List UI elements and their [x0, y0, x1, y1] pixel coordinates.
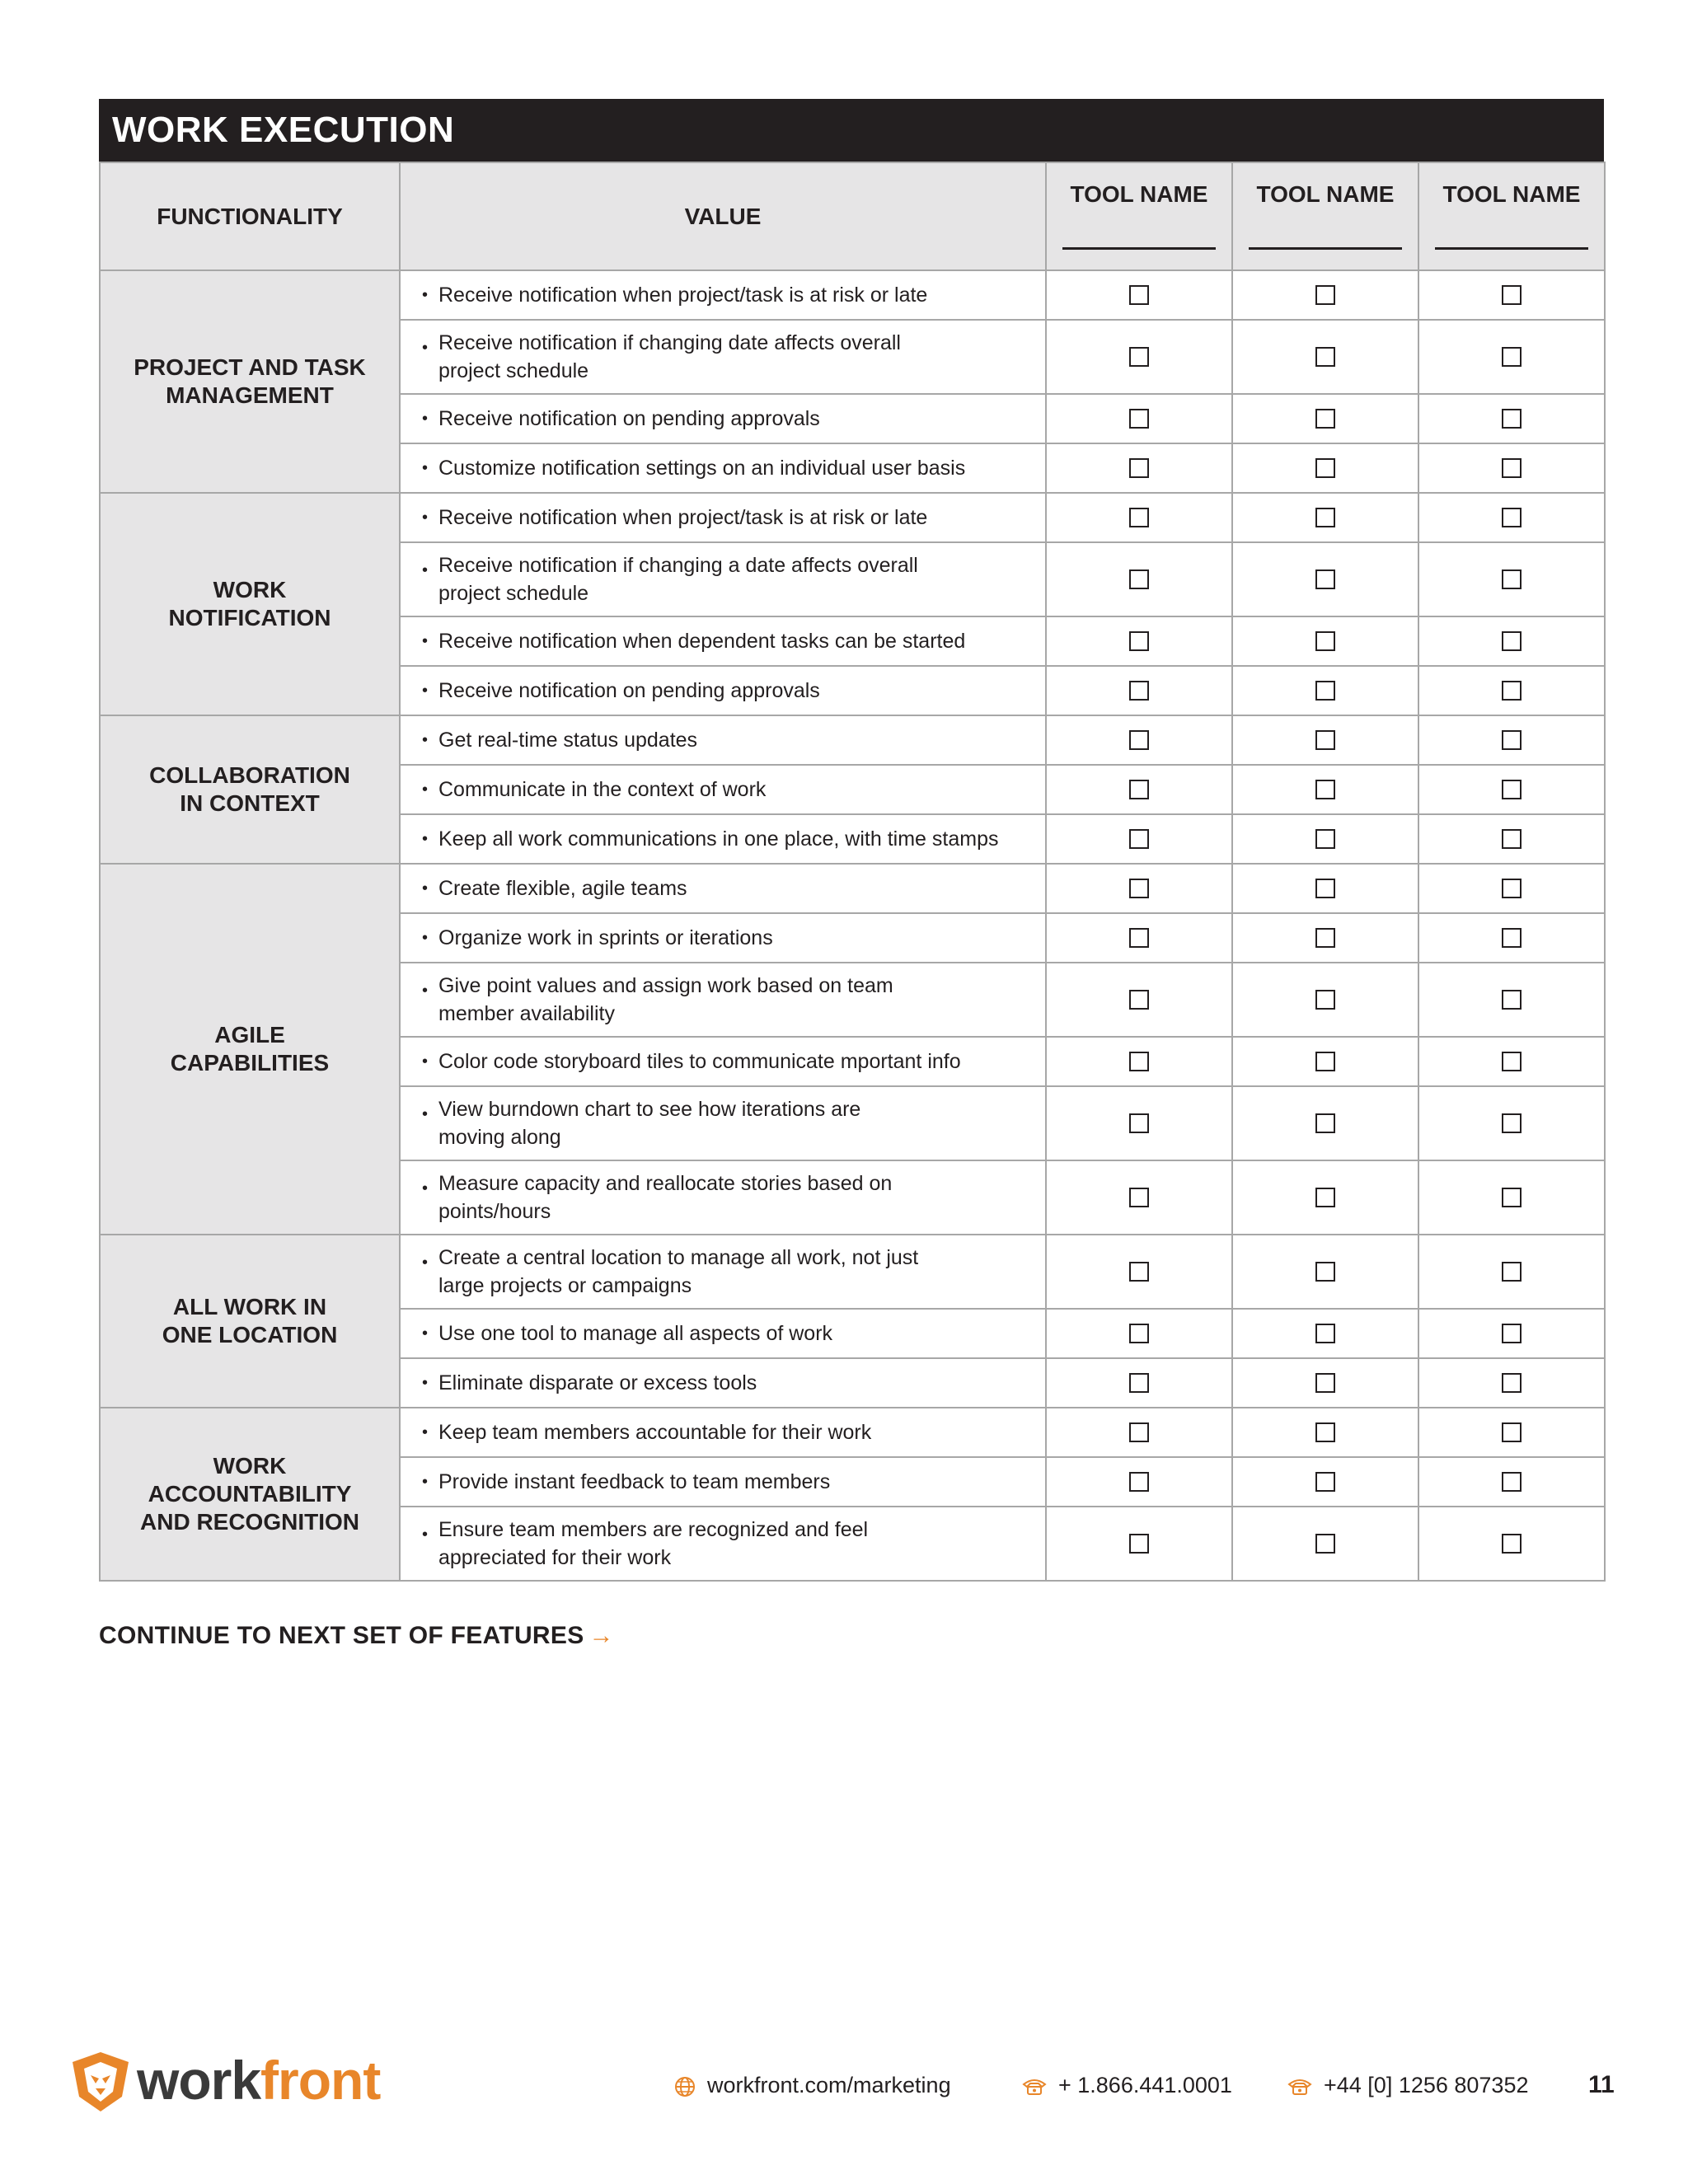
- tool-1-cell: [1046, 765, 1232, 814]
- value-cell: [400, 1086, 1046, 1160]
- value-cell: [400, 1309, 1046, 1358]
- checkbox[interactable]: [1315, 1052, 1335, 1071]
- continue-link-label: CONTINUE TO NEXT SET OF FEATURES: [99, 1622, 584, 1649]
- checkbox[interactable]: [1129, 1534, 1149, 1554]
- checkbox[interactable]: [1502, 1188, 1522, 1207]
- checkbox[interactable]: [1502, 1373, 1522, 1393]
- checkbox[interactable]: [1129, 1324, 1149, 1343]
- checkbox[interactable]: [1502, 681, 1522, 701]
- checkbox[interactable]: [1502, 780, 1522, 799]
- tool-1-cell: [1046, 1037, 1232, 1086]
- value-text: large projects or campaigns: [438, 1274, 692, 1297]
- checkbox[interactable]: [1502, 1262, 1522, 1282]
- tool-2-cell: [1232, 443, 1418, 493]
- checkbox[interactable]: [1502, 879, 1522, 898]
- value-text: • Keep all work communications in one place, with time stamps: [438, 827, 999, 851]
- checkbox[interactable]: [1502, 1113, 1522, 1133]
- checkbox[interactable]: [1502, 347, 1522, 367]
- checkbox[interactable]: [1502, 569, 1522, 589]
- tool-1-cell: [1046, 715, 1232, 765]
- checkbox[interactable]: [1315, 1373, 1335, 1393]
- functionality-label: AND RECOGNITION: [140, 1509, 359, 1535]
- checkbox[interactable]: [1502, 928, 1522, 948]
- checkbox[interactable]: [1129, 1052, 1149, 1071]
- functionality-label: ALL WORK IN: [172, 1294, 327, 1319]
- checkbox[interactable]: [1315, 1324, 1335, 1343]
- tool-name-label: TOOL NAME: [1442, 181, 1581, 207]
- tool-3-cell: [1418, 814, 1605, 864]
- checkbox[interactable]: [1502, 730, 1522, 750]
- checkbox[interactable]: [1315, 285, 1335, 305]
- tool-3-cell: [1418, 1086, 1605, 1160]
- tool-1-cell: [1046, 1408, 1232, 1457]
- tool-name-blank-line[interactable]: [1435, 247, 1588, 250]
- checkbox[interactable]: [1129, 347, 1149, 367]
- value-cell: [400, 666, 1046, 715]
- tool-3-cell: [1418, 493, 1605, 542]
- value-text: • Create a central location to manage all work, not just: [438, 1246, 919, 1269]
- value-text: • Receive notification when project/task is at risk or late: [438, 284, 928, 307]
- checkbox[interactable]: [1315, 569, 1335, 589]
- value-text: • Receive notification on pending approvals: [438, 407, 820, 430]
- value-text: • Color code storyboard tiles to communicate mportant info: [438, 1050, 961, 1073]
- checkbox[interactable]: [1129, 780, 1149, 799]
- tool-1-cell: [1046, 913, 1232, 963]
- col-header-tool-3: [1418, 162, 1605, 270]
- checkbox[interactable]: [1315, 879, 1335, 898]
- value-text: project schedule: [438, 359, 589, 382]
- tool-2-cell: [1232, 270, 1418, 320]
- checkbox[interactable]: [1502, 409, 1522, 429]
- value-text: • Organize work in sprints or iterations: [438, 926, 773, 949]
- checkbox[interactable]: [1502, 1422, 1522, 1442]
- functionality-label: NOTIFICATION: [168, 605, 331, 630]
- tool-2-cell: [1232, 1507, 1418, 1581]
- value-cell: [400, 765, 1046, 814]
- tool-3-cell: [1418, 1235, 1605, 1309]
- checkbox[interactable]: [1315, 1113, 1335, 1133]
- value-text: • Receive notification if changing a date affects overall: [438, 554, 918, 577]
- value-text: project schedule: [438, 582, 589, 605]
- checkbox[interactable]: [1129, 928, 1149, 948]
- value-text: • Measure capacity and reallocate stories based on: [438, 1172, 893, 1195]
- functionality-cell: [100, 1408, 400, 1581]
- tool-3-cell: [1418, 616, 1605, 666]
- checkbox[interactable]: [1129, 1472, 1149, 1492]
- tool-3-cell: [1418, 1507, 1605, 1581]
- tool-1-cell: [1046, 443, 1232, 493]
- tool-3-cell: [1418, 913, 1605, 963]
- checkbox[interactable]: [1129, 1422, 1149, 1442]
- tool-2-cell: [1232, 666, 1418, 715]
- tool-3-cell: [1418, 443, 1605, 493]
- tool-2-cell: [1232, 616, 1418, 666]
- tool-1-cell: [1046, 1160, 1232, 1235]
- functionality-label: ONE LOCATION: [162, 1322, 338, 1347]
- tool-3-cell: [1418, 864, 1605, 913]
- footer-website[interactable]: [674, 2070, 951, 2100]
- checkbox[interactable]: [1502, 631, 1522, 651]
- tool-2-cell: [1232, 814, 1418, 864]
- table-row: [100, 1235, 1605, 1309]
- tool-2-cell: [1232, 542, 1418, 616]
- globe-icon: [674, 2076, 696, 2097]
- table-row: [100, 715, 1605, 765]
- table-header-row: [100, 162, 1605, 270]
- value-cell: [400, 1408, 1046, 1457]
- value-cell: [400, 1457, 1046, 1507]
- value-text: • Communicate in the context of work: [438, 778, 767, 801]
- value-cell: [400, 1160, 1046, 1235]
- value-text: • View burndown chart to see how iterations are: [438, 1098, 861, 1121]
- value-cell: [400, 493, 1046, 542]
- website-text: workfront.com/marketing: [707, 2073, 951, 2097]
- tool-1-cell: [1046, 1235, 1232, 1309]
- functionality-label: PROJECT AND TASK: [134, 354, 366, 380]
- checkbox[interactable]: [1129, 1113, 1149, 1133]
- tool-1-cell: [1046, 1507, 1232, 1581]
- page-number: 11: [1588, 2071, 1615, 2098]
- tool-3-cell: [1418, 270, 1605, 320]
- arrow-right-icon: →: [588, 1622, 614, 1649]
- functionality-label: ACCOUNTABILITY: [148, 1481, 352, 1507]
- tool-3-cell: [1418, 666, 1605, 715]
- continue-link[interactable]: [99, 1622, 614, 1650]
- checkbox[interactable]: [1502, 829, 1522, 849]
- tool-name-label: TOOL NAME: [1256, 181, 1395, 207]
- functionality-label: AGILE: [214, 1022, 285, 1047]
- tool-1-cell: [1046, 320, 1232, 394]
- value-text: • Receive notification on pending approvals: [438, 679, 820, 702]
- col-header-tool-1: [1046, 162, 1232, 270]
- checkbox[interactable]: [1502, 1324, 1522, 1343]
- checkbox[interactable]: [1315, 1472, 1335, 1492]
- tool-2-cell: [1232, 1086, 1418, 1160]
- checkbox[interactable]: [1315, 990, 1335, 1010]
- checkbox[interactable]: [1129, 631, 1149, 651]
- checkbox[interactable]: [1315, 508, 1335, 527]
- checkbox[interactable]: [1315, 730, 1335, 750]
- comparison-table: [99, 162, 1606, 1582]
- tool-1-cell: [1046, 963, 1232, 1037]
- checkbox[interactable]: [1315, 1534, 1335, 1554]
- tool-1-cell: [1046, 270, 1232, 320]
- value-cell: [400, 1358, 1046, 1408]
- checkbox[interactable]: [1129, 508, 1149, 527]
- tool-1-cell: [1046, 814, 1232, 864]
- tool-name-blank-line[interactable]: [1249, 247, 1402, 250]
- col-header-functionality: FUNCTIONALITY: [100, 162, 400, 270]
- value-text: • Customize notification settings on an individual user basis: [438, 457, 966, 480]
- tool-3-cell: [1418, 1309, 1605, 1358]
- value-cell: [400, 1235, 1046, 1309]
- table-body: [100, 270, 1605, 1581]
- checkbox[interactable]: [1129, 458, 1149, 478]
- tool-3-cell: [1418, 963, 1605, 1037]
- value-cell: [400, 394, 1046, 443]
- functionality-cell: [100, 864, 400, 1235]
- phone-uk-text: +44 [0] 1256 807352: [1324, 2073, 1529, 2097]
- tool-2-cell: [1232, 963, 1418, 1037]
- tool-1-cell: [1046, 394, 1232, 443]
- functionality-label: CAPABILITIES: [170, 1050, 330, 1076]
- checkbox[interactable]: [1315, 928, 1335, 948]
- tool-2-cell: [1232, 864, 1418, 913]
- tool-2-cell: [1232, 1309, 1418, 1358]
- tool-3-cell: [1418, 320, 1605, 394]
- checkbox[interactable]: [1129, 569, 1149, 589]
- checkbox[interactable]: [1502, 285, 1522, 305]
- checkbox[interactable]: [1315, 1262, 1335, 1282]
- checkbox[interactable]: [1129, 1373, 1149, 1393]
- checkbox[interactable]: [1315, 347, 1335, 367]
- value-cell: [400, 814, 1046, 864]
- tool-2-cell: [1232, 493, 1418, 542]
- table-row: [100, 493, 1605, 542]
- value-cell: [400, 270, 1046, 320]
- tool-2-cell: [1232, 1408, 1418, 1457]
- checkbox[interactable]: [1502, 458, 1522, 478]
- tool-3-cell: [1418, 1457, 1605, 1507]
- phone-icon: [1022, 2078, 1047, 2096]
- value-cell: [400, 542, 1046, 616]
- functionality-label: COLLABORATION: [149, 762, 350, 788]
- tool-name-label: TOOL NAME: [1070, 181, 1208, 207]
- value-cell: [400, 320, 1046, 394]
- tool-2-cell: [1232, 913, 1418, 963]
- checkbox[interactable]: [1502, 1052, 1522, 1071]
- table-row: [100, 1408, 1605, 1457]
- col-header-tool-2: [1232, 162, 1418, 270]
- checkbox[interactable]: [1129, 285, 1149, 305]
- checkbox[interactable]: [1502, 1534, 1522, 1554]
- value-text: • Create flexible, agile teams: [438, 877, 687, 900]
- checkbox[interactable]: [1129, 409, 1149, 429]
- tool-3-cell: [1418, 1037, 1605, 1086]
- value-cell: [400, 1507, 1046, 1581]
- value-cell: [400, 913, 1046, 963]
- checkbox[interactable]: [1129, 681, 1149, 701]
- footer-phone-uk[interactable]: [1287, 2070, 1528, 2100]
- tool-3-cell: [1418, 765, 1605, 814]
- col-header-value: VALUE: [400, 162, 1046, 270]
- tool-3-cell: [1418, 394, 1605, 443]
- phone-us-text: + 1.866.441.0001: [1058, 2073, 1232, 2097]
- value-text: • Receive notification if changing date affects overall: [438, 331, 901, 354]
- tool-3-cell: [1418, 715, 1605, 765]
- functionality-label: WORK: [213, 1453, 287, 1479]
- value-text: appreciated for their work: [438, 1546, 672, 1569]
- checkbox[interactable]: [1315, 1422, 1335, 1442]
- value-text: • Keep team members accountable for their work: [438, 1421, 872, 1444]
- value-cell: [400, 715, 1046, 765]
- value-text: member availability: [438, 1002, 615, 1025]
- checkbox[interactable]: [1315, 1188, 1335, 1207]
- value-cell: [400, 1037, 1046, 1086]
- checkbox[interactable]: [1315, 681, 1335, 701]
- checkbox[interactable]: [1315, 458, 1335, 478]
- tool-3-cell: [1418, 1408, 1605, 1457]
- checkbox[interactable]: [1502, 1472, 1522, 1492]
- tool-1-cell: [1046, 1309, 1232, 1358]
- tool-1-cell: [1046, 1086, 1232, 1160]
- tool-2-cell: [1232, 1160, 1418, 1235]
- tool-1-cell: [1046, 493, 1232, 542]
- tool-2-cell: [1232, 1457, 1418, 1507]
- phone-icon: [1287, 2078, 1312, 2096]
- value-cell: [400, 443, 1046, 493]
- functionality-label: IN CONTEXT: [180, 790, 320, 816]
- tool-1-cell: [1046, 666, 1232, 715]
- functionality-cell: [100, 270, 400, 493]
- checkbox[interactable]: [1315, 409, 1335, 429]
- value-text: • Ensure team members are recognized and feel: [438, 1518, 869, 1541]
- tool-1-cell: [1046, 864, 1232, 913]
- value-text: • Use one tool to manage all aspects of work: [438, 1322, 833, 1345]
- section-title: WORK EXECUTION: [99, 99, 1604, 162]
- tool-2-cell: [1232, 1037, 1418, 1086]
- tool-2-cell: [1232, 765, 1418, 814]
- value-cell: [400, 864, 1046, 913]
- value-text: points/hours: [438, 1200, 551, 1223]
- value-text: • Receive notification when project/task is at risk or late: [438, 506, 928, 529]
- tool-3-cell: [1418, 1358, 1605, 1408]
- table-row: [100, 864, 1605, 913]
- value-text: • Receive notification when dependent tasks can be started: [438, 630, 966, 653]
- tool-2-cell: [1232, 320, 1418, 394]
- lion-logo-icon: [71, 2050, 130, 2113]
- tool-1-cell: [1046, 1358, 1232, 1408]
- functionality-cell: [100, 493, 400, 715]
- tool-3-cell: [1418, 542, 1605, 616]
- tool-2-cell: [1232, 1358, 1418, 1408]
- checkbox[interactable]: [1129, 1188, 1149, 1207]
- value-text: • Provide instant feedback to team members: [438, 1470, 831, 1493]
- checkbox[interactable]: [1129, 730, 1149, 750]
- functionality-label: MANAGEMENT: [166, 382, 334, 408]
- checkbox[interactable]: [1502, 508, 1522, 527]
- value-cell: [400, 616, 1046, 666]
- checkbox[interactable]: [1129, 829, 1149, 849]
- checkbox[interactable]: [1129, 879, 1149, 898]
- checkbox[interactable]: [1315, 829, 1335, 849]
- functionality-cell: [100, 1235, 400, 1408]
- checkbox[interactable]: [1315, 631, 1335, 651]
- table-row: [100, 270, 1605, 320]
- functionality-cell: [100, 715, 400, 864]
- value-cell: [400, 963, 1046, 1037]
- checkbox[interactable]: [1315, 780, 1335, 799]
- footer-phone-us[interactable]: [1022, 2070, 1232, 2100]
- tool-name-blank-line[interactable]: [1062, 247, 1216, 250]
- tool-1-cell: [1046, 542, 1232, 616]
- footer: [0, 2036, 1688, 2135]
- tool-1-cell: [1046, 616, 1232, 666]
- value-text: • Get real-time status updates: [438, 729, 698, 752]
- tool-2-cell: [1232, 715, 1418, 765]
- functionality-label: WORK: [213, 577, 287, 602]
- tool-2-cell: [1232, 1235, 1418, 1309]
- tool-3-cell: [1418, 1160, 1605, 1235]
- value-text: • Eliminate disparate or excess tools: [438, 1371, 757, 1394]
- checkbox[interactable]: [1129, 1262, 1149, 1282]
- checkbox[interactable]: [1129, 990, 1149, 1010]
- tool-1-cell: [1046, 1457, 1232, 1507]
- tool-2-cell: [1232, 394, 1418, 443]
- value-text: • Give point values and assign work based on team: [438, 974, 893, 997]
- value-text: moving along: [438, 1126, 561, 1149]
- checkbox[interactable]: [1502, 990, 1522, 1010]
- workfront-wordmark: workfront: [137, 2050, 381, 2111]
